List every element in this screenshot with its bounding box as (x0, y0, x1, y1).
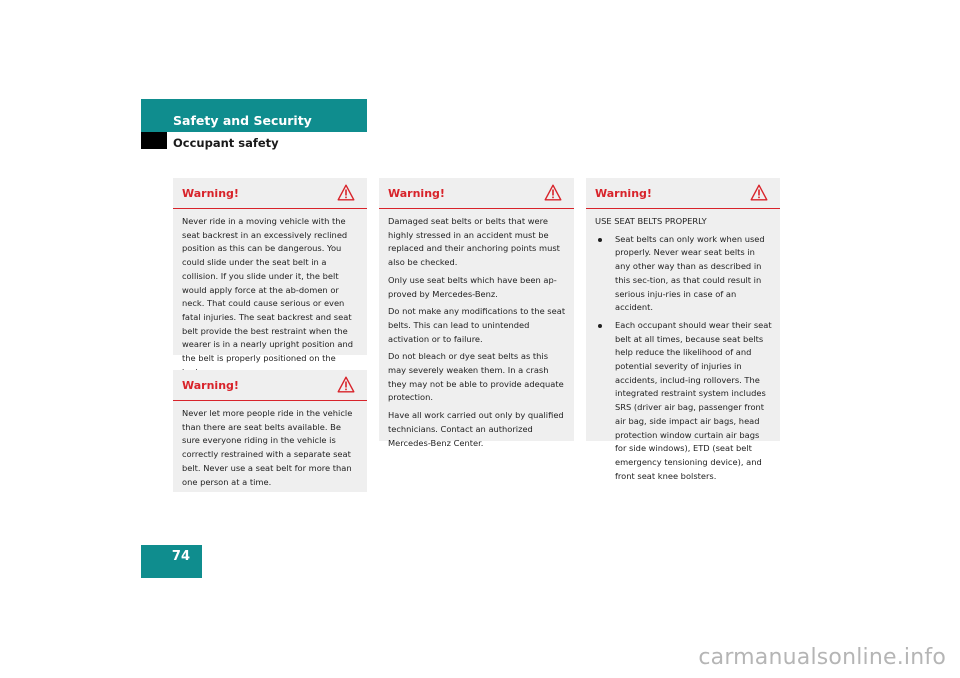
chapter-header-bar (141, 99, 367, 132)
page-number: 74 (171, 549, 190, 564)
warning-header (379, 178, 574, 209)
warning-label: Warning! (182, 187, 239, 200)
warning-bullet-list (595, 233, 772, 484)
warning-triangle-icon (337, 184, 355, 201)
warning-box-damaged-belts (379, 178, 574, 448)
warning-header (586, 178, 780, 209)
warning-header (173, 178, 367, 209)
warning-triangle-icon (750, 184, 768, 201)
warning-header (173, 370, 367, 401)
warning-box-reclined-backrest (173, 178, 367, 364)
warning-label: Warning! (388, 187, 445, 200)
warning-body (586, 209, 780, 483)
warning-triangle-icon (544, 184, 562, 201)
warning-box-use-seat-belts (586, 178, 780, 481)
warning-paragraph: Never ride in a moving vehicle with the seat backrest in an excessively reclined position as this can be dangerous. You could slide under the seat belt in a collision. If you slide under it, the belt would apply force at the ab-domen or neck. That could cause serious or even fatal injuries. The seat backrest and seat belt provide the best restraint when the wearer is in a nearly upright position and the belt is properly positioned on the (182, 216, 354, 364)
warning-label: Warning! (182, 379, 239, 392)
warning-paragraph: Do not make any modifications to the seat belts. This can lead to unintended activation or to failure. (388, 306, 566, 344)
warning-body (173, 401, 367, 489)
warning-intro: USE SEAT BELTS PROPERLY (595, 216, 707, 226)
warning-paragraph: Have all work carried out only by qualified technicians. Contact an authorized Mercedes-Benz Center. (388, 410, 564, 448)
warning-paragraph: Only use seat belts which have been ap-proved by Mercedes-Benz. (388, 274, 557, 299)
warning-label: Warning! (595, 187, 652, 200)
warning-box-seat-belt-count (173, 370, 367, 492)
page-number-box (141, 545, 202, 578)
watermark-text: carmanualsonline.info (698, 645, 946, 670)
warning-paragraph: Do not bleach or dye seat belts as this may severely weaken them. In a crash they may not be able to provide adequate protection. (388, 351, 564, 403)
warning-body (379, 209, 574, 450)
chapter-title: Safety and Security (173, 113, 312, 128)
warning-paragraph: Never let more people ride in the vehicle than there are seat belts available. Be sure everyone riding in the vehicle is correctly restrained with a separate seat belt. Never use a seat belt for more than one person at a time. (182, 408, 353, 487)
warning-body (173, 209, 367, 379)
section-title: Occupant safety (173, 136, 279, 150)
warning-bullet: Each occupant should wear their seat belt at all times, because seat belts help reduce the likelihood of and potential severity of injuries in accidents, includ-ing rollovers. The integrated restraint system includes SRS (driver air bag, passenger front air bag, side impact air bags, head protection window curtain air bags for side windows), ETD (seat belt emergency tensioning device), and front seat knee bolsters. (595, 319, 772, 483)
section-marker (141, 132, 167, 149)
warning-bullet: Seat belts can only work when used properly. Never wear seat belts in any other way than as described in this sec-tion, as that could result in serious inju-ries in case of an accident. (595, 233, 772, 315)
warning-paragraph: Damaged seat belts or belts that were highly stressed in an accident must be replaced and their anchoring points must also be checked. (388, 216, 560, 268)
warning-triangle-icon (337, 376, 355, 393)
